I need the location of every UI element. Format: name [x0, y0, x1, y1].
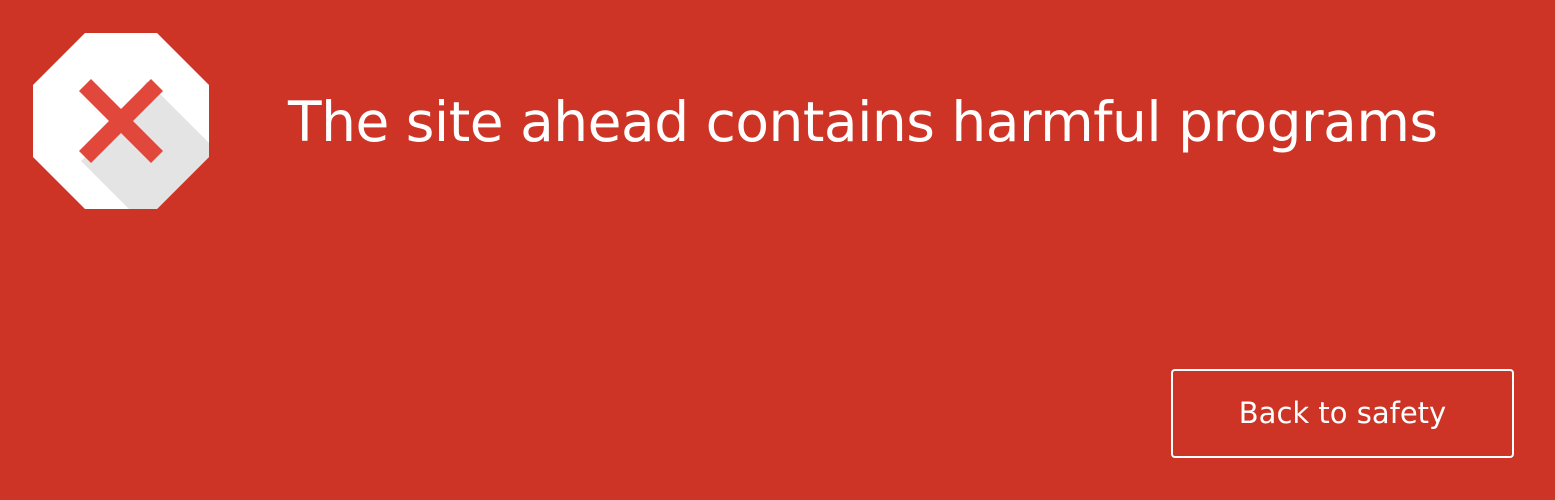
stop-x-icon — [33, 33, 209, 209]
back-to-safety-button[interactable]: Back to safety — [1171, 369, 1514, 458]
page-title: The site ahead contains harmful programs — [288, 90, 1438, 154]
